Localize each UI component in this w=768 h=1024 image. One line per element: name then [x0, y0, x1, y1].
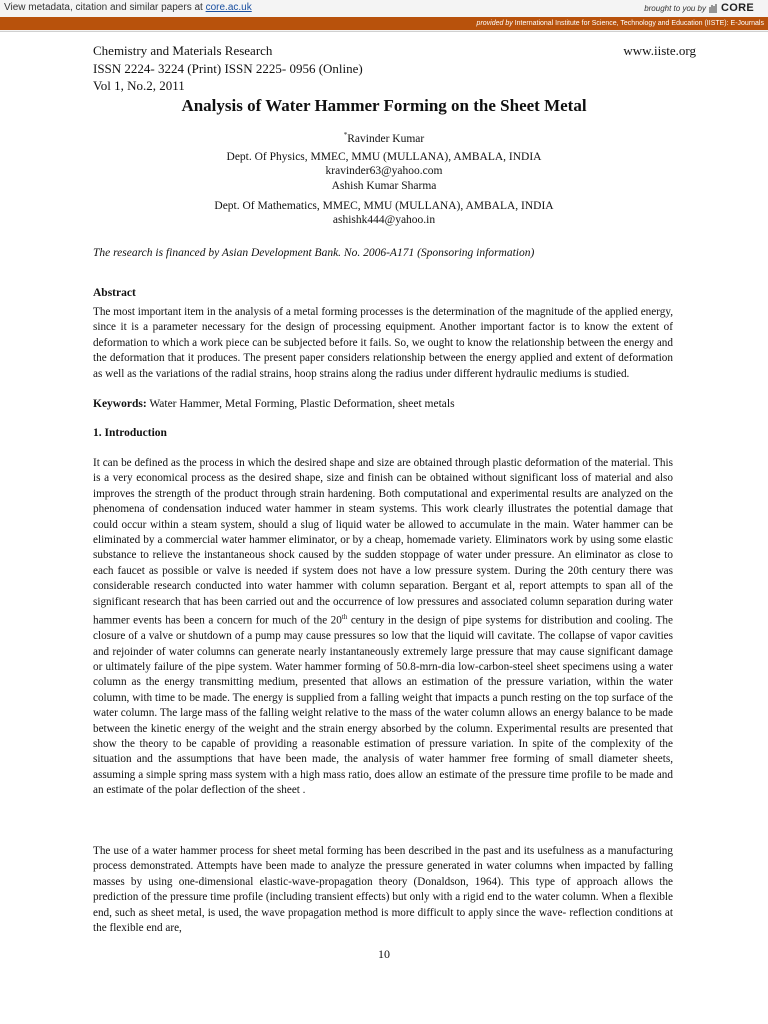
intro-paragraph-1	[93, 456, 673, 799]
keywords-text: Water Hammer, Metal Forming, Plastic Deformation, sheet metals	[146, 398, 455, 410]
intro-p1-superscript: th	[341, 613, 348, 622]
affiliation-1: Dept. Of Physics, MMEC, MMU (MULLANA), AMBALA, INDIA	[226, 151, 542, 163]
abstract-heading: Abstract	[93, 287, 136, 299]
provided-org: International Institute for Science, Technology and Education (IISTE): E-Journals	[514, 20, 764, 27]
core-provided-text	[477, 17, 764, 30]
abstract-text: The most important item in the analysis of a metal forming processes is the determination of the magnitude of the applied energy, since it is a parameter necessary for the design of processing equipment. Another important factor is to know the extent of deformation to which a work piece can be subjected before it fails. So, we ought to know the relationship between the energy and the deformation that it produces. The present paper considers relationship between the energy applied and extent of deformation as well as the variations of the radial strains, hoop strains along the radius under different hydraulic mediums is studied.	[93, 306, 673, 380]
keywords-label: Keywords:	[93, 398, 147, 410]
core-logo-text: CORE	[721, 2, 754, 14]
intro-p1-part-a: It can be defined as the process in which the desired shape and size are obtained through plastic deformation of the material. This is a very economical process as the desired shape, size and finish can be obtained without significant loss of material and also improves the strength of the product through strain hardening. Both computational and experimental results are analyzed on the phenomena of condensation induced water hammer in steam systems. This work clearly illustrates the potential damage that could occur within a steam system, should a slug of liquid water be allowed to accumulate in the main. Water hammer can be eliminated by a commercial water hammer eliminator, or by a cheap, homemade variety. Eliminators work by using some elastic substance to relieve the instantaneous shock caused by the sudden stoppage of water under pressure. An eliminator as close to each faucet as possible or valve is needed if system does not have a low pressure system. During the 20th century there was considerable research conducted into water hammer with column separation. Bergant et al, report attempts to span all of the significant research that has been carried out and the occurrence of low pressures and associated column separation during water hammer events has been a concern for much of the 20	[93, 457, 673, 627]
core-logo-icon	[709, 3, 718, 14]
page-number: 10	[378, 947, 390, 961]
author-2: Ashish Kumar Sharma	[331, 180, 437, 192]
journal-issn: ISSN 2224- 3224 (Print) ISSN 2225- 0956 (Online)	[93, 61, 363, 76]
core-link[interactable]: core.ac.uk	[205, 2, 252, 13]
author-1-mark: *	[343, 131, 348, 139]
author-1-name: Ravinder Kumar	[347, 132, 425, 145]
core-view-text: View metadata, citation and similar papers at	[4, 2, 206, 13]
brought-by-text: brought to you by	[644, 3, 707, 13]
journal-volume: Vol 1, No.2, 2011	[93, 78, 185, 93]
intro-p2-text: The use of a water hammer process for sheet metal forming has been described in the past and its usefulness as a manufacturing process demonstrated. Attempts have been made to analyze the pressure generated in water columns when impacted by falling masses by using one-dimensional elastic-wave-propagation theory (Donaldson, 1964). This type of approach allows the prediction of the pressure time profile (including transient effects) but only with a rigid end to the water column. When a flexible end, such as sheet metal, is used, the wave propagation method is more difficult to apply since the wave- reflection conditions at the flexible end are,	[93, 845, 673, 935]
core-banner	[0, 0, 768, 32]
paper-title: Analysis of Water Hammer Forming on the Sheet Metal	[181, 96, 587, 115]
keywords	[93, 398, 455, 410]
affiliation-2: Dept. Of Mathematics, MMEC, MMU (MULLANA), AMBALA, INDIA	[214, 200, 554, 212]
core-brand	[644, 2, 754, 14]
journal-url: www.iiste.org	[623, 43, 696, 58]
journal-name: Chemistry and Materials Research	[93, 43, 273, 58]
email-2: ashishk444@yahoo.in	[332, 214, 436, 226]
provided-by-label: provided by	[476, 20, 513, 27]
email-1: kravinder63@yahoo.com	[325, 165, 443, 177]
core-provided-bar	[0, 17, 768, 30]
core-metadata-line	[4, 2, 252, 13]
intro-heading: 1. Introduction	[93, 427, 167, 439]
abstract-body	[93, 305, 673, 382]
intro-p1-part-b: century in the design of pipe systems for distribution and cooling. The closure of a valve or shutdown of a pump may cause pressures so low that the liquid will cavitate. The collapse of vapor cavities and rejoinder of water columns can generate nearly instantaneously extremely large pressure that may cause significant damage or ultimately failure of the pipe system. Water hammer forming of 50.8-mrn-dia low-carbon-steel sheet specimens using a water column as the energy transmitting medium, presented that allows an estimation of the pressure variation, within the water column, with time to be made. The energy is supplied from a falling weight that impacts a punch resting on the top surface of the water column. The large mass of the falling weight relative to the mass of the water column allows an energy balance to be made between the kinetic energy of the weight and the strain energy absorbed by the column. Experimental results are presented that show the theory to be capable of providing a reasonable estimation of pressure variation. In spite of the complexity of the situation and the assumptions that have been made, the analysis of water hammer free forming of small diameter sheets, assuming a simple spring mass system with a high mass ratio, does allow an estimate of the pressure time profile to be made and an estimate of the polar deflection of the sheet .	[93, 614, 673, 797]
intro-paragraph-2	[93, 844, 673, 936]
funding-note: The research is financed by Asian Development Bank. No. 2006-A171 (Sponsoring information)	[93, 247, 535, 259]
author-1	[0, 131, 768, 145]
